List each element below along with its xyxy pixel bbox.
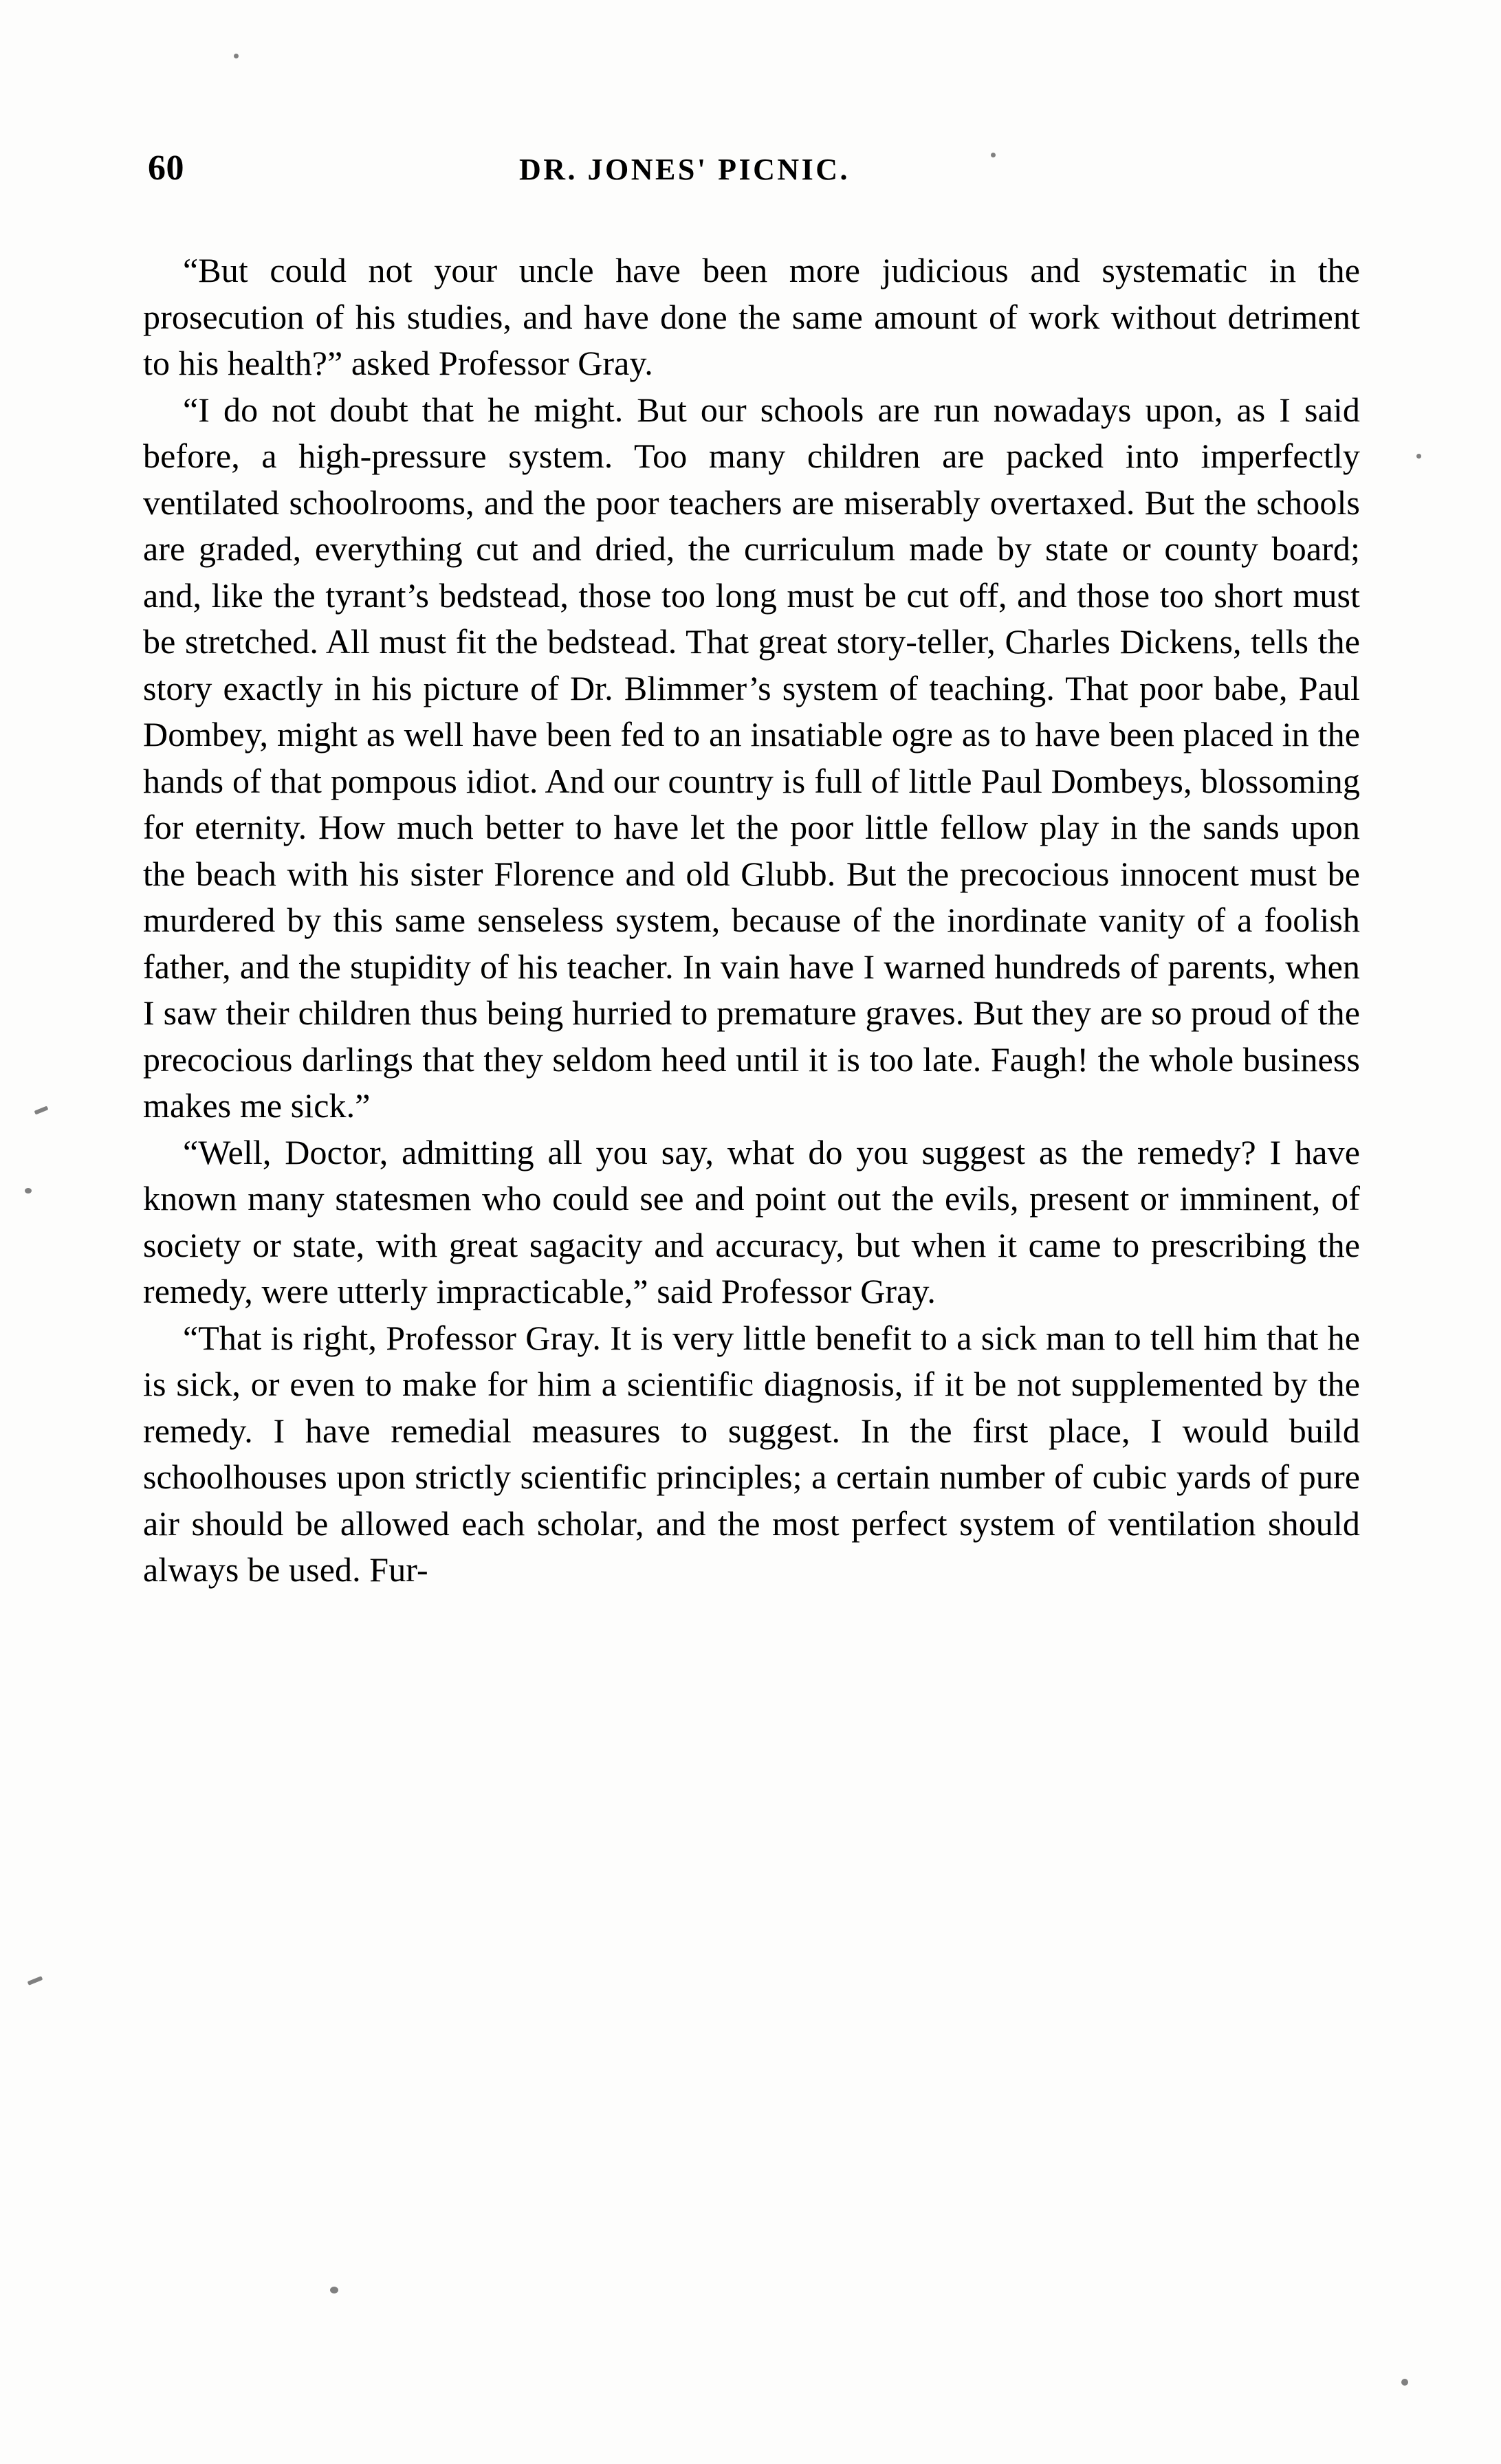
print-speck xyxy=(34,1106,49,1114)
running-head: DR. JONES' PICNIC. xyxy=(519,153,851,186)
paragraph: “Well, Doctor, admitting all you say, what do you suggest as the remedy? I have known many statesmen who could see and point out the evils, present or imminent, of society or state, with great sagacity and accuracy, but when it came to prescribing the remedy, were utterly impracticable,” said Professor Gray. xyxy=(143,1132,1360,1310)
print-speck xyxy=(25,1188,32,1194)
print-speck xyxy=(28,1976,43,1986)
print-speck xyxy=(330,2287,338,2294)
paragraph: “That is right, Professor Gray. It is very little benefit to a sick man to tell him that he is sick, or even to make for him a scientific diagnosis, if it be not supplemented by the remedy. I have remedial measures to suggest. In the first place, I would build schoolhouses upon strictly scientific principles; a certain number of cubic yards of pure air should be allowed each scholar, and the most perfect system of ventilation should always be used. Fur- xyxy=(143,1318,1360,1589)
page-number: 60 xyxy=(148,148,184,188)
page-header xyxy=(148,148,1358,189)
print-speck xyxy=(1401,2379,1408,2386)
paragraph: “But could not your uncle have been more judicious and systematic in the prosecution of his studies, and have done the same amount of work without detriment to his health?” asked Professor Gray. xyxy=(143,251,1360,382)
body-text xyxy=(143,248,1360,1594)
print-speck xyxy=(991,153,996,157)
print-speck xyxy=(1416,454,1421,459)
print-speck xyxy=(234,54,239,58)
paragraph: “I do not doubt that he might. But our schools are run nowadays upon, as I said before, a high-pressure system. Too many children are packed into imperfectly ventilated schoolrooms, and the poor teachers are miserably overtaxed. But the schools are graded, everything cut and dried, the curriculum made by state or county board; and, like the tyrant’s bedstead, those too long must be cut off, and those too short must be stretched. All must fit the bedstead. That great story-teller, Charles Dickens, tells the story exactly in his picture of Dr. Blimmer’s system of teaching. That poor babe, Paul Dombey, might as well have been fed to an insatiable ogre as to have been placed in the hands of that pompous idiot. And our country is full of little Paul Dombeys, blossoming for eternity. How much better to have let the poor little fellow play in the sands upon the beach with his sister Florence and old Glubb. But the precocious innocent must be murdered by this same senseless system, because of the inordinate vanity of a foolish father, and the stupidity of his teacher. In vain have I warned hundreds of parents, when I saw their children thus being hurried to premature graves. But they are so proud of the precocious darlings that they seldom heed until it is too late. Faugh! the whole business makes me sick.” xyxy=(143,390,1360,1125)
